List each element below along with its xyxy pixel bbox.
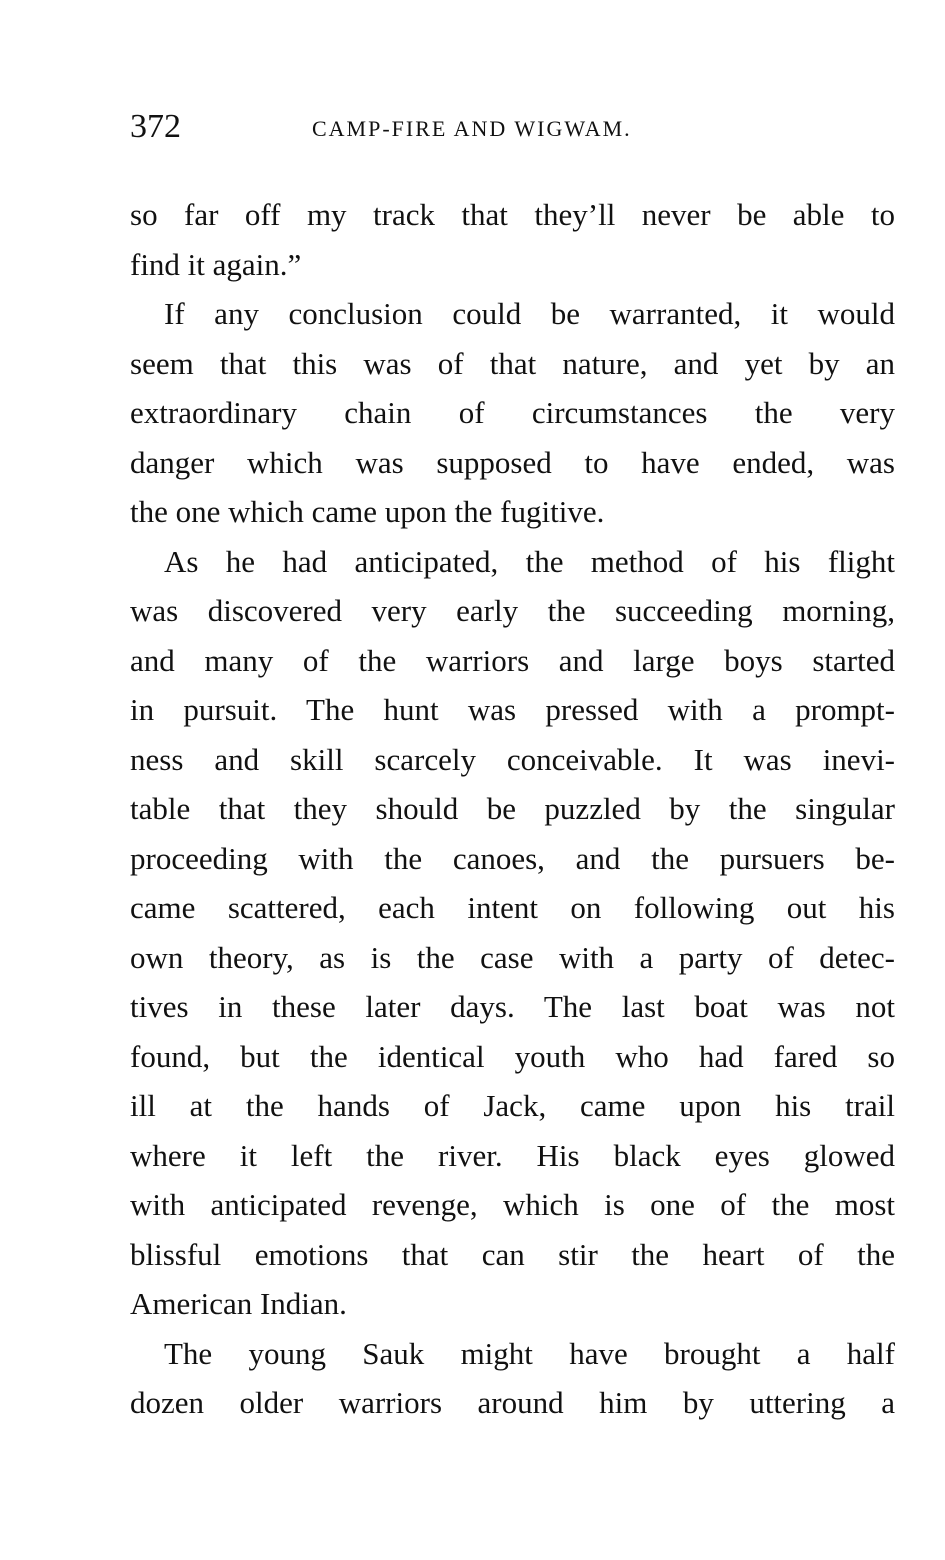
paragraph: [130, 289, 895, 537]
text-line: proceeding with the canoes, and the pursuers be-: [130, 840, 895, 876]
running-header: [130, 102, 895, 152]
text-line: and many of the warriors and large boys started: [130, 642, 895, 678]
text-line: ness and skill scarcely conceivable. It was inevi-: [130, 741, 895, 777]
text-line: where it left the river. His black eyes glowed: [130, 1137, 895, 1173]
text-line: was discovered very early the succeeding morning,: [130, 593, 895, 628]
text-line: so far off my track that they’ll never be able to: [130, 197, 895, 232]
text-line: seem that this was of that nature, and yet by an: [130, 345, 895, 381]
text-line: with anticipated revenge, which is one of the most: [130, 1187, 895, 1222]
page-number: 372: [130, 108, 181, 145]
text-line: danger which was supposed to have ended, was: [130, 444, 895, 480]
text-line: table that they should be puzzled by the singular: [130, 791, 895, 826]
text-line: in pursuit. The hunt was pressed with a prompt-: [130, 692, 895, 727]
text-line: If any conclusion could be warranted, it would: [164, 296, 895, 331]
text-line: own theory, as is the case with a party of detec-: [130, 939, 895, 975]
text-line: dozen older warriors around him by uttering a: [130, 1385, 895, 1420]
text-line: came scattered, each intent on following out his: [130, 890, 895, 925]
text-line: found, but the identical youth who had fared so: [130, 1038, 895, 1074]
text-line: extraordinary chain of circumstances the very: [130, 395, 895, 430]
text-line: find it again.”: [130, 246, 302, 282]
text-line: tives in these later days. The last boat was not: [130, 989, 895, 1024]
text-line: American Indian.: [130, 1286, 347, 1321]
text-line: blissful emotions that can stir the heart of the: [130, 1236, 895, 1272]
paragraph: [130, 190, 895, 289]
text-line: The young Sauk might have brought a half: [164, 1335, 895, 1371]
text-line: the one which came upon the fugitive.: [130, 494, 605, 529]
running-title: CAMP-FIRE AND WIGWAM.: [312, 116, 632, 141]
text-line: As he had anticipated, the method of his flight: [164, 543, 895, 579]
paragraph: [130, 537, 895, 1329]
paragraph: [130, 1329, 895, 1428]
text-line: ill at the hands of Jack, came upon his trail: [130, 1088, 895, 1123]
body-text: [130, 190, 895, 1428]
